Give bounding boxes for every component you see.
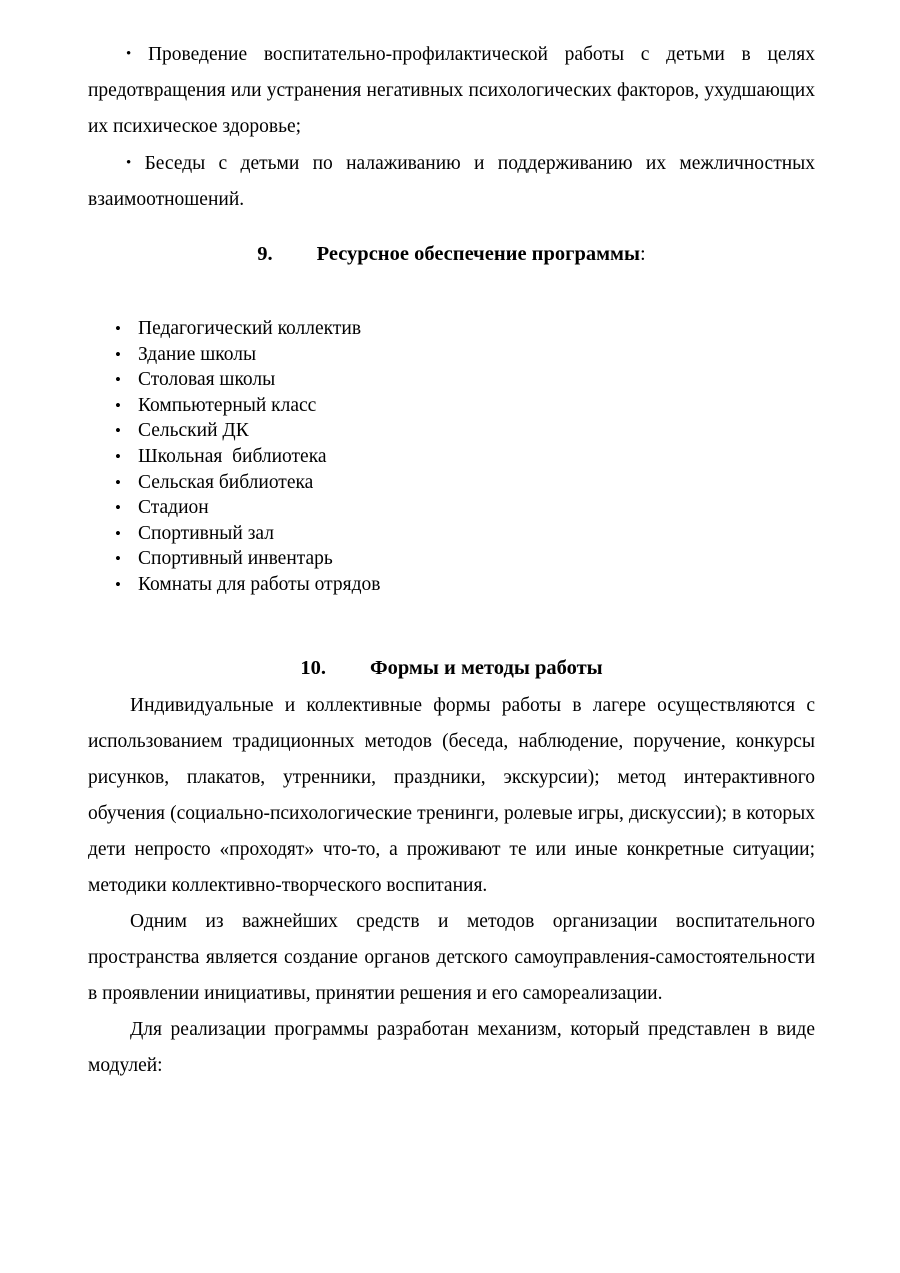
list-item-label: Компьютерный класс [138, 394, 317, 416]
bullet-paragraph-2 [88, 145, 815, 218]
list-item-label: Сельский ДК [138, 420, 249, 442]
list-item [88, 342, 815, 368]
list-item-label: Спортивный инвентарь [138, 548, 333, 570]
list-item-label: Столовая школы [138, 369, 276, 391]
list-item [88, 546, 815, 572]
bullet-paragraph-2-text: Беседы с детьми по налаживанию и поддерживанию их межличностных взаимоотношений. [88, 153, 816, 210]
list-item [88, 393, 815, 419]
heading-section-9 [88, 236, 815, 272]
spacer-after-heading-9 [88, 272, 815, 316]
resource-list [88, 316, 815, 598]
bullet-paragraph-1 [88, 36, 815, 145]
list-item [88, 316, 815, 342]
heading-10-title: Формы и методы работы [369, 656, 603, 679]
list-item [88, 521, 815, 547]
list-item-label: Педагогический коллектив [138, 318, 362, 339]
list-item [88, 367, 815, 393]
bullet-icon: • [115, 395, 121, 415]
bullet-paragraph-1-text: Проведение воспитательно-профилактической работы с детьми в целях предотвращения или устранения негативных психологических факторов, ухудшающих их психическое здоровье; [88, 44, 815, 137]
bullet-icon: • [115, 370, 121, 390]
bullet-icon: • [115, 574, 121, 594]
list-item [88, 495, 815, 521]
list-item [88, 470, 815, 496]
bullet-icon: • [126, 155, 132, 171]
heading-10-number: 10. [300, 656, 326, 679]
list-item-label: Спортивный зал [138, 522, 274, 544]
spacer-after-resource-list [88, 598, 815, 650]
bullet-icon: • [115, 549, 121, 569]
bullet-icon: • [126, 46, 132, 62]
heading-9-number: 9. [257, 243, 273, 265]
document-content [88, 36, 815, 1084]
list-item-label: Стадион [138, 497, 209, 519]
list-item-label: Здание школы [138, 343, 257, 365]
list-item-label: Комнаты для работы отрядов [138, 573, 381, 595]
list-item [88, 444, 815, 470]
bullet-icon: • [115, 421, 121, 441]
bullet-icon: • [115, 498, 121, 518]
body-paragraph-1: Индивидуальные и коллективные формы работы в лагере осуществляются с использованием традиционных методов (беседа, наблюдение, поручение, конкурсы рисунков, плакатов, утренники, праздники, экскурсии); метод интерактивного обучения (социально-психологические тренинги, ролевые игры, дискуссии); в которых дети непросто «проходят» что-то, а проживают те или иные конкретные ситуации; методики коллективно-творческого воспитания. [88, 694, 815, 896]
list-item [88, 572, 815, 598]
spacer-before-heading-9 [88, 218, 815, 236]
bullet-icon: • [115, 344, 121, 364]
heading-9-colon: : [640, 243, 646, 265]
bullet-icon: • [115, 472, 121, 492]
bullet-icon: • [115, 523, 121, 543]
body-paragraph-3: Для реализации программы разработан механизм, который представлен в виде модулей: [88, 1018, 815, 1076]
bullet-icon: • [115, 446, 121, 466]
list-item-label: Школьная библиотека [138, 445, 327, 467]
heading-9-title: Ресурсное обеспечение программы [316, 243, 641, 265]
bullet-icon: • [115, 319, 121, 338]
list-item [88, 418, 815, 444]
heading-section-10 [88, 650, 815, 686]
body-paragraph-2: Одним из важнейших средств и методов организации воспитательного пространства является создание органов детского самоуправления-самостоятельности в проявлении инициативы, принятии решения и его самореализации. [88, 910, 815, 1004]
list-item-label: Сельская библиотека [138, 471, 314, 493]
